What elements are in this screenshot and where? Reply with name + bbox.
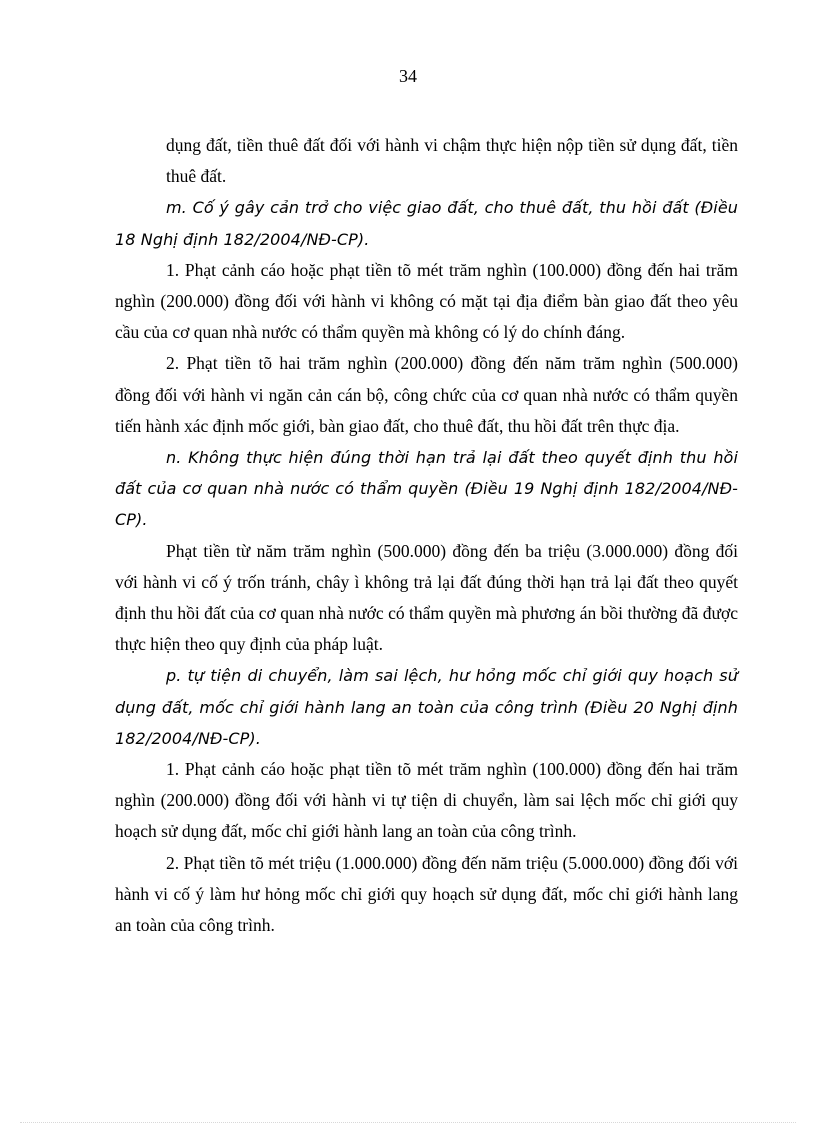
paragraph: 1. Phạt cảnh cáo hoặc phạt tiền tõ mét trăm nghìn (100.000) đồng đến hai trăm nghìn (200.000) đồng đối với hành vi không có mặt tại địa điểm bàn giao đất theo yêu cầu của cơ quan nhà nước có thẩm quyền mà không có lý do chính đáng. [115, 259, 738, 343]
paragraph-continuation: dụng đất, tiền thuê đất đối với hành vi chậm thực hiện nộp tiền sử dụng đất, tiền thuê đất. [166, 135, 738, 187]
paragraph: 1. Phạt cảnh cáo hoặc phạt tiền tõ mét trăm nghìn (100.000) đồng đến hai trăm nghìn (200.000) đồng đối với hành vi tự tiện di chuyển, làm sai lệch mốc chỉ giới quy hoạch sử dụng đất, mốc chỉ giới hành lang an toàn của công trình. [115, 759, 738, 842]
paragraph: 2. Phạt tiền tõ mét triệu (1.000.000) đồng đến năm triệu (5.000.000) đồng đối với hành vi cố ý làm hư hỏng mốc chỉ giới quy hoạch sử dụng đất, mốc chỉ giới hành lang an toàn của công trình. [115, 852, 738, 936]
section-heading-p: p. tự tiện di chuyển, làm sai lệch, hư hỏng mốc chỉ giới quy hoạch sử dụng đất, mốc chỉ giới hành lang an toàn của công trình (Điều 20 Nghị định 182/2004/NĐ-CP). [115, 666, 738, 748]
paragraph: 2. Phạt tiền tõ hai trăm nghìn (200.000) đồng đến năm trăm nghìn (500.000) đồng đối với hành vi ngăn cản cán bộ, công chức của cơ quan nhà nước có thẩm quyền tiến hành xác định mốc giới, bàn giao đất, cho thuê đất, thu hồi đất trên thực địa. [115, 353, 738, 436]
page-number: 34 [399, 66, 417, 86]
paragraph: Phạt tiền từ năm trăm nghìn (500.000) đồng đến ba triệu (3.000.000) đồng đối với hành vi cố ý trốn tránh, chây ì không trả lại đất đúng thời hạn trả lại đất theo quyết định thu hồi đất của cơ quan nhà nước có thẩm quyền mà phương án bồi thường đã được thực hiện theo quy định của pháp luật. [115, 540, 738, 655]
section-heading-n: n. Không thực hiện đúng thời hạn trả lại đất theo quyết định thu hồi đất của cơ quan nhà nước có thẩm quyền (Điều 19 Nghị định 182/2004/NĐ-CP). [115, 448, 738, 530]
section-heading-m: m. Cố ý gây cản trở cho việc giao đất, cho thuê đất, thu hồi đất (Điều 18 Nghị định 182/2004/NĐ-CP). [115, 198, 738, 249]
document-body [115, 130, 738, 941]
